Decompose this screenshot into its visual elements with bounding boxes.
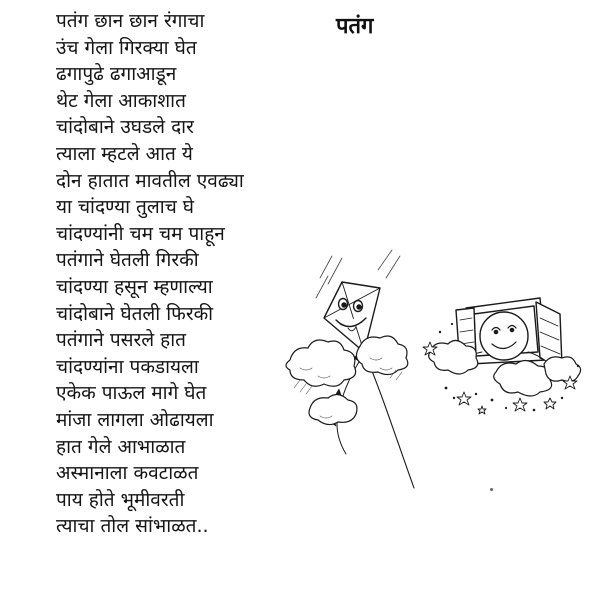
poem-line: चांदोबाने घेतली फिरकी <box>56 302 214 325</box>
poem-line: मांजा लागला ओढायला <box>56 408 214 431</box>
poem-line: पतंग छान छान रंगाचा <box>56 10 205 32</box>
cloud-icon <box>286 336 408 425</box>
poem-line: त्याला म्हटले आत ये <box>56 142 193 165</box>
poem-line: पतंगाने पसरले हात <box>56 329 186 352</box>
poem-line: हात गेले आभाळात <box>56 435 186 458</box>
poem-line: चांदण्या हसून म्हणाल्या <box>56 275 213 298</box>
poem-line: चांदण्यांना पकडायला <box>56 355 199 378</box>
poem-line: अस्मानाला कवटाळत <box>56 462 199 485</box>
poem-line: पतंगाने घेतली गिरकी <box>56 249 199 272</box>
poem-line: थेट गेला आकाशात <box>56 89 186 112</box>
kite-moon-illustration <box>270 248 590 498</box>
poem-line: चांदोबाने उघडले दार <box>56 116 194 139</box>
poem-line: ढगापुढे ढगाआडून <box>56 63 177 86</box>
poem-line: पाय होते भूमीवरती <box>56 488 185 511</box>
page-dot <box>490 488 493 491</box>
poem-line: चांदण्यांनी चम चम पाहून <box>56 222 225 245</box>
poem-line: उंच गेला गिरक्या घेत <box>56 36 197 59</box>
poem-line: या चांदण्या तुलाच घे <box>56 196 195 219</box>
poem-title: पतंग <box>336 13 374 39</box>
poem-line: दोन हातात मावतील एवढ्या <box>56 169 244 192</box>
poem-line: त्याचा तोल सांभाळत.. <box>56 515 209 538</box>
poem-line: एकेक पाऊल मागे घेत <box>56 382 207 405</box>
